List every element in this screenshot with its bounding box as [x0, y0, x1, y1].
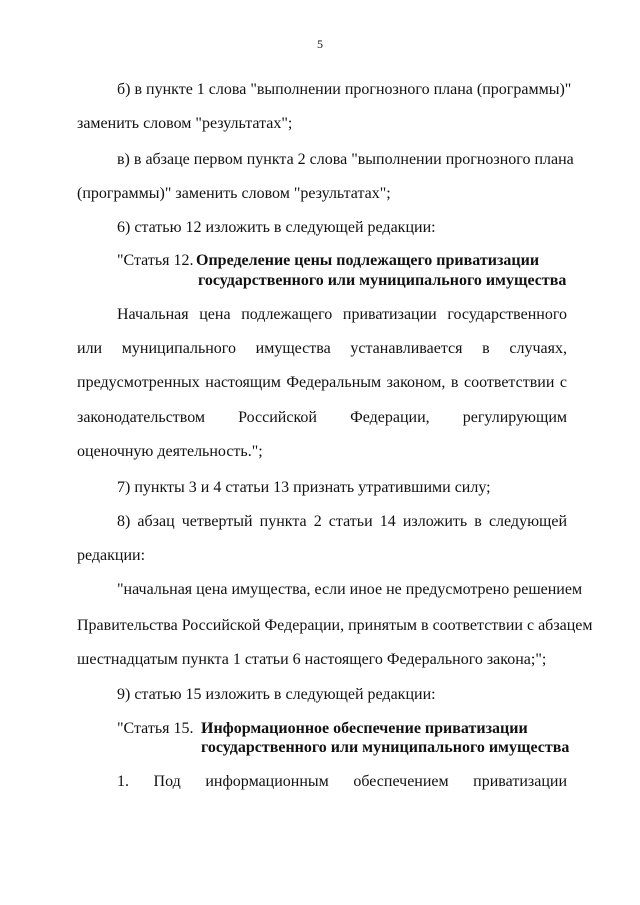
paragraph-line: 8) абзац четвертый пункта 2 статьи 14 изложить в следующей — [117, 513, 567, 530]
paragraph-line: предусмотренных настоящим Федеральным законом, в соответствии с — [77, 374, 567, 391]
paragraph-line: 6) статью 12 изложить в следующей редакции: — [117, 219, 436, 236]
article-12-label: "Статья 12. — [117, 252, 194, 269]
article-15-title: Информационное обеспечение приватизации — [201, 720, 528, 737]
paragraph-line: (программы)" заменить словом "результатах"; — [77, 185, 391, 202]
paragraph-line: 1. Под информационным обеспечением приватизации — [117, 773, 567, 790]
article-15-title-continued: государственного или муниципального имущества — [201, 739, 570, 756]
article-15-label: "Статья 15. — [117, 720, 194, 737]
paragraph-line: законодательством Российской Федерации, регулирующим — [77, 409, 567, 426]
article-12-title-continued: государственного или муниципального имущества — [198, 272, 567, 289]
paragraph-line: шестнадцатым пункта 1 статьи 6 настоящего Федерального закона;"; — [77, 651, 547, 668]
paragraph-line: 7) пункты 3 и 4 статьи 13 признать утратившими силу; — [117, 479, 491, 496]
paragraph-line: б) в пункте 1 слова "выполнении прогнозного плана (программы)" — [117, 81, 572, 98]
paragraph-line: в) в абзаце первом пункта 2 слова "выполнении прогнозного плана — [117, 151, 574, 168]
article-12-title: Определение цены подлежащего приватизации — [196, 252, 540, 269]
paragraph-line: редакции: — [77, 547, 146, 564]
paragraph-line: 9) статью 15 изложить в следующей редакции: — [117, 686, 436, 703]
paragraph-line: Правительства Российской Федерации, принятым в соответствии с абзацем — [77, 617, 593, 634]
paragraph-line: заменить словом "результатах"; — [77, 115, 293, 132]
paragraph-line: оценочную деятельность."; — [77, 443, 263, 460]
paragraph-line: "начальная цена имущества, если иное не предусмотрено решением — [117, 581, 583, 598]
page-number: 5 — [317, 37, 323, 51]
paragraph-line: или муниципального имущества устанавливается в случаях, — [77, 340, 567, 357]
paragraph-line: Начальная цена подлежащего приватизации государственного — [117, 306, 567, 323]
